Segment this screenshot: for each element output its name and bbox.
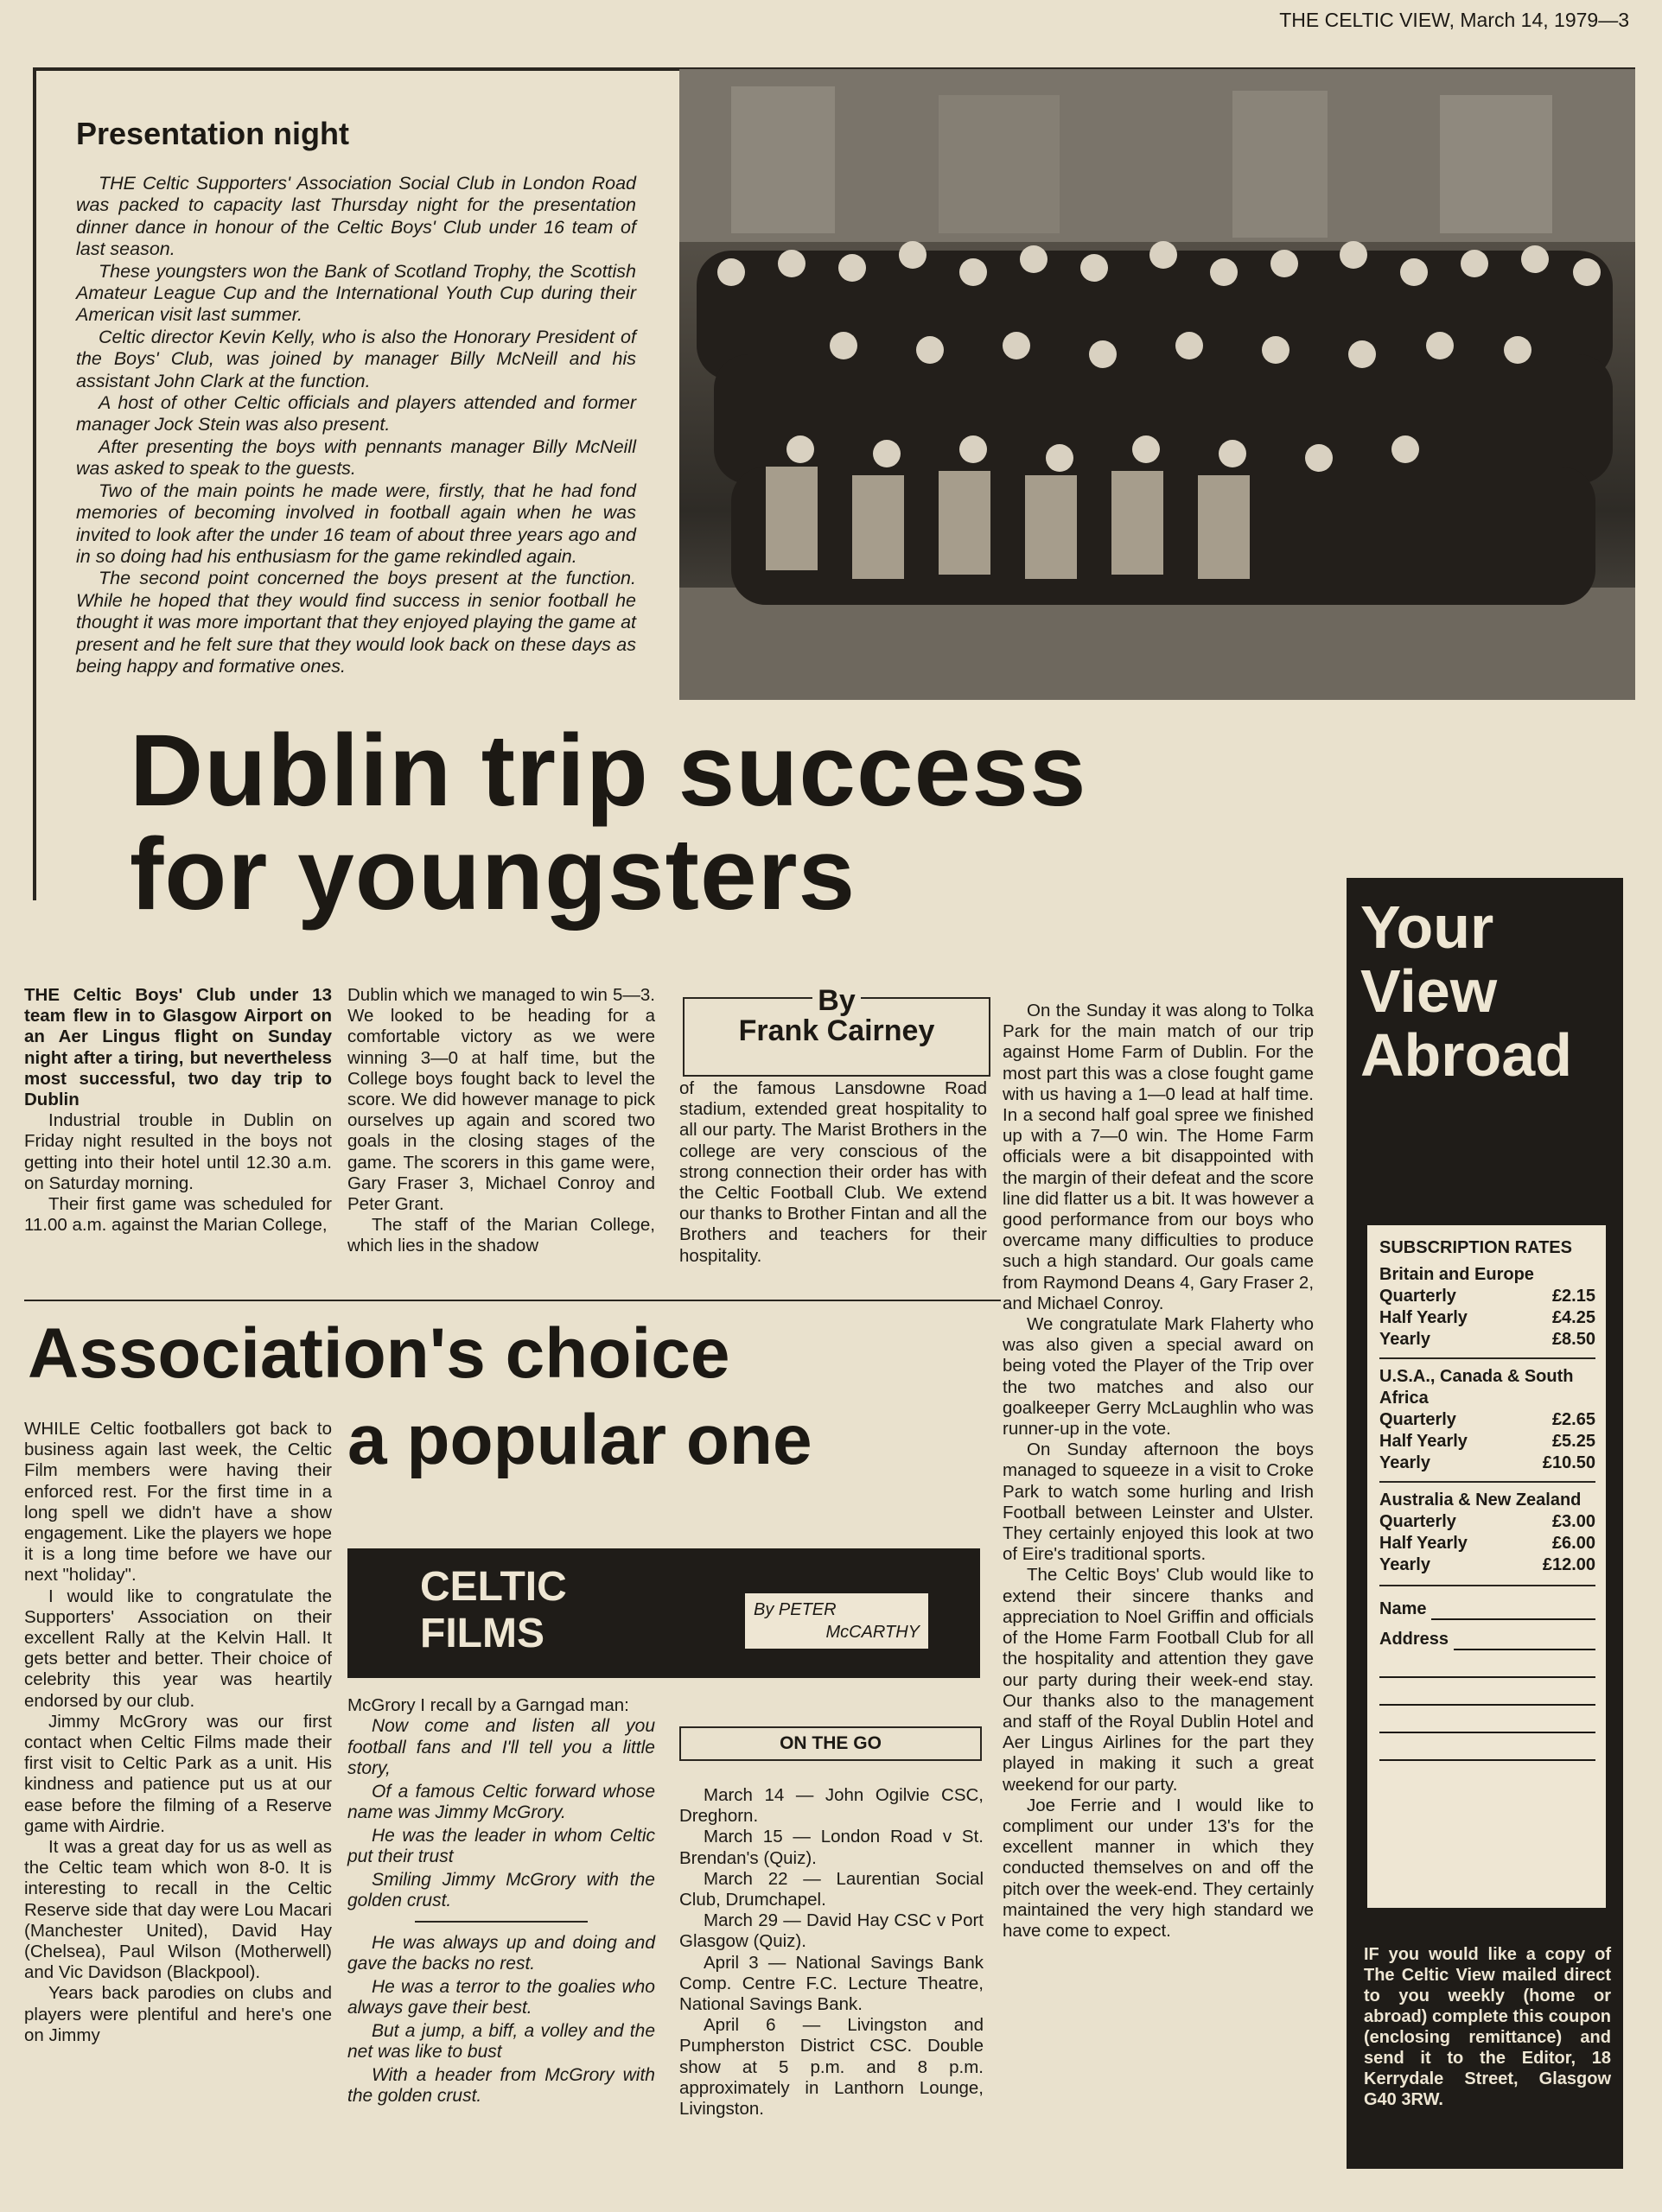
- poem-line: Of a famous Celtic forward whose name was Jimmy McGrory.: [347, 1781, 655, 1823]
- rate-row: [1379, 1409, 1595, 1431]
- paragraph: I would like to congratulate the Supporters' Association on their excellent Rally at the Kelvin Hall. It gets better and better. Their choice of celebrity this year was heartily endorsed by our club.: [24, 1586, 332, 1711]
- list-item: March 15 — London Road v St. Brendan's (Quiz).: [679, 1827, 984, 1868]
- films-column: [347, 1695, 655, 2109]
- region-label: U.S.A., Canada & South Africa: [1379, 1367, 1574, 1408]
- rate-label: Yearly: [1379, 1330, 1430, 1349]
- rate-row: [1379, 1452, 1595, 1474]
- address-line[interactable]: [1379, 1678, 1595, 1706]
- rate-price: £2.15: [1551, 1287, 1595, 1306]
- on-the-go-heading: ON THE GO: [679, 1726, 982, 1761]
- paragraph: The staff of the Marian College, which lies in the shadow: [347, 1215, 655, 1256]
- dublin-byline: [683, 984, 990, 1077]
- rate-price: £5.25: [1551, 1432, 1595, 1451]
- rate-price: £6.00: [1551, 1534, 1595, 1553]
- headline-line: for youngsters: [130, 817, 856, 931]
- paragraph: WHILE Celtic footballers got back to business again last week, the Celtic Film members were having their enforced rest. For the first time in a long spell we didn't have a show engagement. Like the players we hope it is a long time before we have our next "holiday".: [24, 1419, 332, 1586]
- poem-divider: [415, 1921, 588, 1923]
- name-field[interactable]: [1379, 1599, 1595, 1620]
- list-item: March 29 — David Hay CSC v Port Glasgow (Quiz).: [679, 1910, 984, 1952]
- list-item: April 6 — Livingston and Pumpherston District CSC. Double show at 5 p.m. and 8 p.m. approximately in Lanthorn Lounge, Livingston.: [679, 2015, 984, 2120]
- rate-label: Yearly: [1379, 1453, 1430, 1472]
- subscription-note: IF you would like a copy of The Celtic View mailed direct to you weekly (home or abroad) complete this coupon (enclosing remittance) and send it to the Editor, 18 Kerrydale Street, Glasgow G40 3RW.: [1364, 1945, 1611, 2109]
- association-headline-line2: a popular one: [347, 1401, 812, 1479]
- paragraph: On the Sunday it was along to Tolka Park for the main match of our trip against Home Farm of Dublin. For the most part this was a close fought game with us having a 1—0 lead at half time. In a second half goal spree we finished up with a 7—0 win. The Home Farm officials were a bit disappointed with the margin of their defeat and the score line did flatter us a bit. It was however a good performance from our boys who overcame many difficulties to produce such a high standard. Our goals came from Raymond Deans 4, Gary Fraser 2, and Michael Conroy.: [1003, 1001, 1315, 1313]
- sidebar-title-line: Your: [1360, 893, 1494, 961]
- films-byline-line: McCARTHY: [825, 1623, 920, 1642]
- paragraph: A host of other Celtic officials and players attended and former manager Jock Stein was also present.: [76, 392, 636, 435]
- subscription-coupon: [1367, 1225, 1606, 1908]
- poem-line: He was the leader in whom Celtic put their trust: [347, 1825, 655, 1867]
- rate-price: £10.50: [1542, 1453, 1595, 1472]
- rate-row: [1379, 1554, 1595, 1576]
- masthead: THE CELTIC VIEW, March 14, 1979—3: [1279, 9, 1629, 31]
- dublin-column-3: [679, 1078, 987, 1267]
- field-line[interactable]: [1454, 1633, 1595, 1650]
- association-column-1: [24, 1419, 332, 2046]
- paragraph: Joe Ferrie and I would like to compliment our under 13's for the excellent manner in which they conducted themselves on and off the pitch over the week-end. They certainly maintained the very high standard we have come to expect.: [1003, 1795, 1314, 1941]
- rate-row: [1379, 1286, 1595, 1307]
- rate-price: £8.50: [1551, 1330, 1595, 1349]
- paragraph: Jimmy McGrory was our first contact when Celtic Films made their first visit to Celtic Park as a unit. His kindness and patience put us at our ease before the filming of a Reserve game with Airdrie.: [24, 1711, 332, 1836]
- paragraph: Celtic director Kevin Kelly, who is also the Honorary President of the Boys' Club, was joined by manager Billy McNeill and his assistant John Clark at the function.: [76, 326, 636, 391]
- mcgrory-poem: [347, 1716, 655, 2107]
- list-item: April 3 — National Savings Bank Comp. Centre F.C. Lecture Theatre, National Savings Bank.: [679, 1952, 984, 2015]
- films-byline: [745, 1593, 928, 1649]
- films-title-line: FILMS: [420, 1611, 544, 1656]
- address-line[interactable]: [1379, 1733, 1595, 1761]
- celtic-films-title: [420, 1564, 567, 1657]
- presentation-article: [76, 173, 636, 677]
- dublin-headline: [130, 714, 1087, 931]
- dublin-column-4: [1003, 1001, 1314, 1942]
- rate-price: £12.00: [1542, 1555, 1595, 1574]
- rate-row: [1379, 1329, 1595, 1351]
- address-line[interactable]: [1379, 1650, 1595, 1678]
- poem-line: But a jump, a biff, a volley and the net was like to bust: [347, 2020, 655, 2063]
- rate-row: [1379, 1533, 1595, 1554]
- paragraph: Two of the main points he made were, firstly, that he had fond memories of becoming involved in football again when he was invited to look after the under 16 team of about three years ago and in so doing had his enthusiasm for the game rekindled again.: [76, 480, 636, 567]
- paragraph: These youngsters won the Bank of Scotland Trophy, the Scottish Amateur League Cup and the International Youth Cup during their American visit last summer.: [76, 260, 636, 326]
- region-label: Australia & New Zealand: [1379, 1491, 1582, 1510]
- address-line[interactable]: [1379, 1706, 1595, 1733]
- rate-price: £4.25: [1551, 1308, 1595, 1327]
- address-field[interactable]: [1379, 1629, 1595, 1650]
- paragraph: Years back parodies on clubs and players were plentiful and here's one on Jimmy: [24, 1983, 332, 2045]
- paragraph: Their first game was scheduled for 11.00 a.m. against the Marian College,: [24, 1194, 332, 1236]
- dublin-column-1: [24, 985, 332, 1236]
- group-photo: [679, 69, 1635, 700]
- list-item: March 22 — Laurentian Social Club, Drumchapel.: [679, 1868, 984, 1910]
- poem-line: He was a terror to the goalies who always gave their best.: [347, 1976, 655, 2018]
- rate-label: Yearly: [1379, 1555, 1430, 1574]
- rate-price: £2.65: [1551, 1410, 1595, 1429]
- rates-heading: SUBSCRIPTION RATES: [1379, 1238, 1572, 1257]
- paragraph: The second point concerned the boys present at the function. While he hoped that they would find success in senior football he thought it was more important that they enjoyed playing the game at present and he felt sure that they would look back on these days as being happy and formative ones.: [76, 568, 636, 677]
- rate-label: Quarterly: [1379, 1512, 1456, 1531]
- poem-line: With a header from McGrory with the golden crust.: [347, 2064, 655, 2107]
- association-headline: Association's choice: [28, 1314, 730, 1393]
- rate-row: [1379, 1307, 1595, 1329]
- poem-line: Smiling Jimmy McGrory with the golden crust.: [347, 1869, 655, 1911]
- field-label: Name: [1379, 1599, 1427, 1618]
- rate-price: £3.00: [1551, 1512, 1595, 1531]
- rate-label: Quarterly: [1379, 1287, 1456, 1306]
- paragraph: Industrial trouble in Dublin on Friday night resulted in the boys not getting into their hotel until 12.30 a.m. on Saturday morning.: [24, 1110, 332, 1193]
- rate-label: Half Yearly: [1379, 1432, 1468, 1451]
- headline-line: Dublin trip success: [130, 714, 1087, 828]
- rate-label: Half Yearly: [1379, 1534, 1468, 1553]
- coupon-divider: [1379, 1357, 1595, 1359]
- group-photo-illustration: [679, 69, 1635, 700]
- films-title-line: CELTIC: [420, 1564, 567, 1610]
- on-the-go-list: [679, 1785, 984, 2120]
- byline-name: Frank Cairney: [738, 1014, 935, 1047]
- paragraph: McGrory I recall by a Garngad man:: [347, 1695, 629, 1715]
- sidebar-title: [1360, 895, 1572, 1087]
- paragraph: It was a great day for us as well as the Celtic team which won 8-0. It is interesting to recall in the Celtic Reserve side that day were Lou Macari (Manchester United), David Hay (Chelsea), Paul Wilson (Motherwell) and Vic Davidson (Blackpool).: [24, 1837, 332, 1983]
- paragraph: We congratulate Mark Flaherty who was also given a special award on being voted the Player of the Trip over the two matches and also our goalkeeper Gerry McLaughlin who was runner-up in the vote.: [1003, 1314, 1314, 1440]
- paragraph: After presenting the boys with pennants manager Billy McNeill was asked to speak to the guests.: [76, 435, 636, 480]
- paragraph: On Sunday afternoon the boys managed to squeeze in a visit to Croke Park to watch some hurling and Irish Football between Leinster and Ulster. They certainly enjoyed this look at two of Eire's traditional sports.: [1003, 1440, 1314, 1565]
- poem-line: He was always up and doing and gave the backs no rest.: [347, 1932, 655, 1974]
- rate-row: [1379, 1511, 1595, 1533]
- paragraph: THE Celtic Supporters' Association Social Club in London Road was packed to capacity last Thursday night for the presentation dinner dance in honour of the Celtic Boys' Club under 16 team of last season.: [76, 173, 636, 260]
- region-label: Britain and Europe: [1379, 1265, 1534, 1284]
- poem-line: Now come and listen all you football fans and I'll tell you a little story,: [347, 1716, 655, 1779]
- presentation-title: Presentation night: [76, 116, 350, 151]
- field-label: Address: [1379, 1630, 1449, 1649]
- list-item: March 14 — John Ogilvie CSC, Dreghorn.: [679, 1785, 984, 1827]
- rate-row: [1379, 1431, 1595, 1452]
- sidebar-title-line: View: [1360, 957, 1498, 1025]
- sidebar-title-line: Abroad: [1360, 1021, 1572, 1089]
- paragraph: Dublin which we managed to win 5—3. We looked to be heading for a comfortable victory as we were winning 3—0 at half time, but the College boys fought back to level the score. We did however manage to pick ourselves up again and scored two goals in the closing stages of the game. The scorers in this game were, Gary Fraser 3, Michael Conroy and Peter Grant.: [347, 985, 655, 1215]
- byline-by: By: [812, 984, 860, 1018]
- field-line[interactable]: [1431, 1603, 1595, 1620]
- article-intro: THE Celtic Boys' Club under 13 team flew in to Glasgow Airport on an Aer Lingus flight on Sunday night after a tiring, but nevertheless most successful, two day trip to Dublin: [24, 985, 332, 1110]
- coupon-divider: [1379, 1481, 1595, 1483]
- rate-label: Quarterly: [1379, 1410, 1456, 1429]
- coupon-divider: [1379, 1585, 1595, 1586]
- dublin-column-2: [347, 985, 655, 1257]
- paragraph: The Celtic Boys' Club would like to extend their sincere thanks and appreciation to Noel Griffin and officials of the Home Farm Football Club for all the hospitality and attention they gave our party during their week-end stay. Our thanks also to the management and staff of the Royal Dublin Hotel and Aer Lingus Airlines for the part they played in making it such a great weekend for our party.: [1003, 1565, 1314, 1795]
- paragraph: of the famous Lansdowne Road stadium, extended great hospitality to all our party. The Marist Brothers in the college are very conscious of the strong connection their order has with the Celtic Football Club. We extend our thanks to Brother Fintan and all the Brothers and teachers for their hospitality.: [679, 1078, 987, 1266]
- rate-label: Half Yearly: [1379, 1308, 1468, 1327]
- films-byline-line: By PETER: [754, 1600, 837, 1619]
- section-divider: [24, 1300, 1001, 1301]
